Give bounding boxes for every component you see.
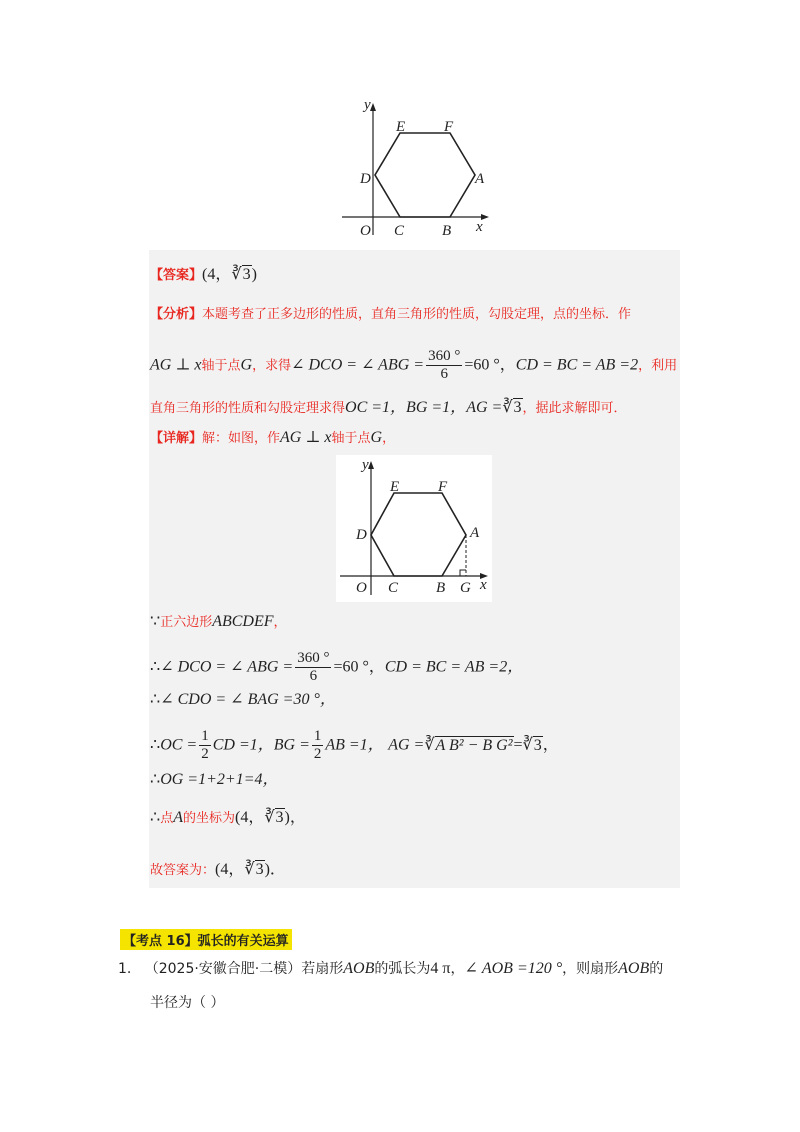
label-D: D xyxy=(356,527,367,543)
step-6: ∴点A的坐标为(4，∛3)， xyxy=(150,809,306,826)
y-axis-label: y xyxy=(362,457,369,473)
step-5: ∴OG =1+2+1=4， xyxy=(150,771,279,788)
detail-line: 【详解】解：如图，作AG ⊥ x轴于点G， xyxy=(150,429,396,446)
label-C: C xyxy=(388,580,399,596)
answer-line: 【答案】(4，∛3) xyxy=(150,266,257,283)
label-E: E xyxy=(396,119,406,135)
step-3: ∴∠ CDO = ∠ BAG =30 °， xyxy=(150,691,336,708)
section-title: 【考点 16】弧长的有关运算 xyxy=(120,929,292,950)
sqrt-3: ∛3 xyxy=(231,266,251,283)
label-A: A xyxy=(475,171,485,187)
analysis-line-3: 直角三角形的性质和勾股定理求得OC =1，BG =1，AG =∛3，据此求解即可． xyxy=(150,399,627,416)
question-line-1: 1. （2025·安徽合肥·二模）若扇形AOB的弧长为4 π，∠ AOB =120 °，则扇形AOB的 xyxy=(118,960,664,977)
label-F: F xyxy=(444,119,454,135)
label-B: B xyxy=(442,223,452,239)
label-C: C xyxy=(394,223,405,239)
step-4: ∴OC = $\frac{1}{2}$ CD =1，BG = $\frac{1}{2}$ AB =1， AG =∛A B² − B G²=∛3， xyxy=(150,728,559,762)
label-O: O xyxy=(360,223,371,239)
y-axis-label: y xyxy=(364,97,371,113)
label-G: G xyxy=(460,580,471,596)
label-E: E xyxy=(390,479,400,495)
label-F: F xyxy=(438,479,448,495)
step-7: 故答案为：(4，∛3)． xyxy=(150,861,286,878)
analysis-line-1: 【分析】本题考查了正多边形的性质，直角三角形的性质，勾股定理，点的坐标．作 xyxy=(150,307,632,322)
label-B: B xyxy=(436,580,446,596)
analysis-line-2: AG ⊥ x轴于点G，求得∠ DCO = ∠ ABG = $\frac{360 ^\circ}{6}$ =60 °，CD = BC = AB =2，利用 xyxy=(150,348,678,382)
hexagon-figure-2 xyxy=(336,455,492,602)
step-2: ∴∠ DCO = ∠ ABG = $\frac{360 ^\circ}{6}$ =60 °，CD = BC = AB =2， xyxy=(150,650,524,684)
fraction-360-over-6: $\frac{360 ^\circ}{6}$ xyxy=(428,348,461,382)
question-line-2: 半径为（ ） xyxy=(150,995,225,1011)
label-O: O xyxy=(356,580,367,596)
label-D: D xyxy=(360,171,371,187)
x-axis-label: x xyxy=(476,219,483,235)
hexagon-figure-1 xyxy=(330,95,500,249)
x-axis-label: x xyxy=(480,577,487,593)
step-1: ∵正六边形ABCDEF， xyxy=(150,613,287,630)
label-A: A xyxy=(470,525,480,541)
